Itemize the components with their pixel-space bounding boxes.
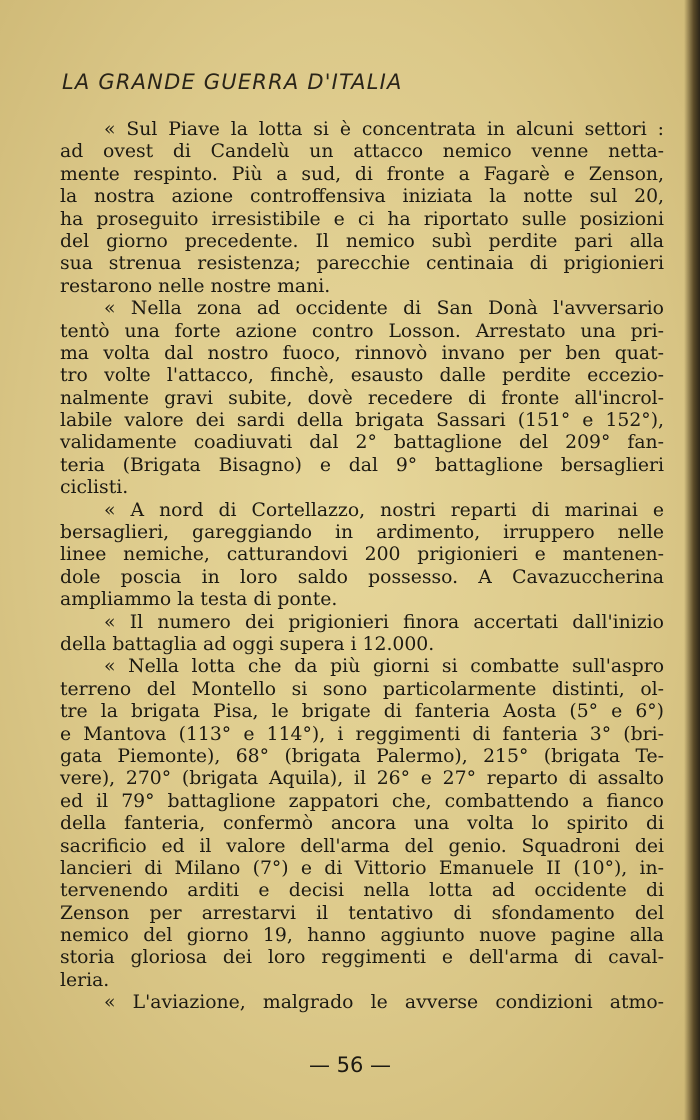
text-line: la nostra azione controffensiva iniziata la notte sul 20, xyxy=(60,186,664,208)
text-line: del giorno precedente. Il nemico subì perdite pari alla xyxy=(60,230,664,252)
page-edge-shadow xyxy=(684,0,700,1120)
text-line: ma volta dal nostro fuoco, rinnovò invano per ben quat- xyxy=(60,342,664,364)
body-text xyxy=(60,119,664,1015)
text-line: tervenendo arditi e decisi nella lotta ad occidente di xyxy=(60,880,664,902)
text-line: « Nella zona ad occidente di San Donà l'avversario xyxy=(104,298,664,320)
page-number: — 56 — xyxy=(308,1053,392,1077)
text-line: restarono nelle nostre mani. xyxy=(60,275,331,297)
text-line: ha proseguito irresistibile e ci ha riportato sulle posizioni xyxy=(60,208,664,230)
text-line: Zenson per arrestarvi il tentativo di sfondamento del xyxy=(60,902,664,924)
text-line: della fanteria, confermò ancora una volta lo spirito di xyxy=(60,813,664,835)
text-line: leria. xyxy=(60,969,110,991)
text-line: ampliammo la testa di ponte. xyxy=(60,589,338,611)
text-line: vere), 270° (brigata Aquila), il 26° e 27° reparto di assalto xyxy=(60,768,664,790)
text-line: validamente coadiuvati dal 2° battaglione del 209° fan- xyxy=(60,432,664,454)
text-line: « Nella lotta che da più giorni si combatte sull'aspro xyxy=(104,656,664,678)
text-line: gata Piemonte), 68° (brigata Palermo), 215° (brigata Te- xyxy=(60,745,664,767)
text-line: della battaglia ad oggi supera i 12.000. xyxy=(60,633,435,655)
text-line: sacrificio ed il valore dell'arma del genio. Squadroni dei xyxy=(60,835,664,857)
text-line: terreno del Montello si sono particolarmente distinti, ol- xyxy=(60,678,664,700)
text-line: nemico del giorno 19, hanno aggiunto nuove pagine alla xyxy=(60,925,664,947)
text-line: e Mantova (113° e 114°), i reggimenti di fanteria 3° (bri- xyxy=(60,723,664,745)
text-line: tre la brigata Pisa, le brigate di fanteria Aosta (5° e 6°) xyxy=(60,701,664,723)
text-line: « Sul Piave la lotta si è concentrata in alcuni settori : xyxy=(104,119,664,140)
text-line: « Il numero dei prigionieri finora accertati dall'inizio xyxy=(104,611,664,633)
text-line: « L'aviazione, malgrado le avverse condizioni atmo- xyxy=(104,992,664,1014)
text-line: dole poscia in loro saldo possesso. A Cavazuccherina xyxy=(60,566,664,588)
text-line: mente respinto. Più a sud, di fronte a Fagarè e Zenson, xyxy=(60,163,664,185)
text-line: bersaglieri, gareggiando in ardimento, irruppero nelle xyxy=(60,522,664,544)
text-line: linee nemiche, catturandovi 200 prigionieri e mantenen- xyxy=(60,544,664,566)
text-line: lancieri di Milano (7°) e di Vittorio Emanuele II (10°), in- xyxy=(60,857,664,879)
text-line: ed il 79° battaglione zappatori che, combattendo a fianco xyxy=(60,790,664,812)
text-line: tentò una forte azione contro Losson. Arrestato una pri- xyxy=(60,320,664,342)
text-line: nalmente gravi subite, dovè recedere di fronte all'incrol- xyxy=(60,387,664,409)
text-line: ad ovest di Candelù un attacco nemico venne netta- xyxy=(60,141,664,163)
running-head: LA GRANDE GUERRA D'ITALIA xyxy=(62,70,403,94)
text-line: storia gloriosa dei loro reggimenti e dell'arma di caval- xyxy=(60,947,664,969)
text-line: labile valore dei sardi della brigata Sassari (151° e 152°), xyxy=(60,410,664,432)
text-line: ciclisti. xyxy=(60,477,129,499)
text-line: sua strenua resistenza; parecchie centinaia di prigionieri xyxy=(60,253,664,275)
text-line: « A nord di Cortellazzo, nostri reparti di marinai e xyxy=(104,499,664,521)
text-line: tro volte l'attacco, finchè, esausto dalle perdite eccezio- xyxy=(60,365,664,387)
text-line: teria (Brigata Bisagno) e dal 9° battaglione bersaglieri xyxy=(60,454,664,476)
